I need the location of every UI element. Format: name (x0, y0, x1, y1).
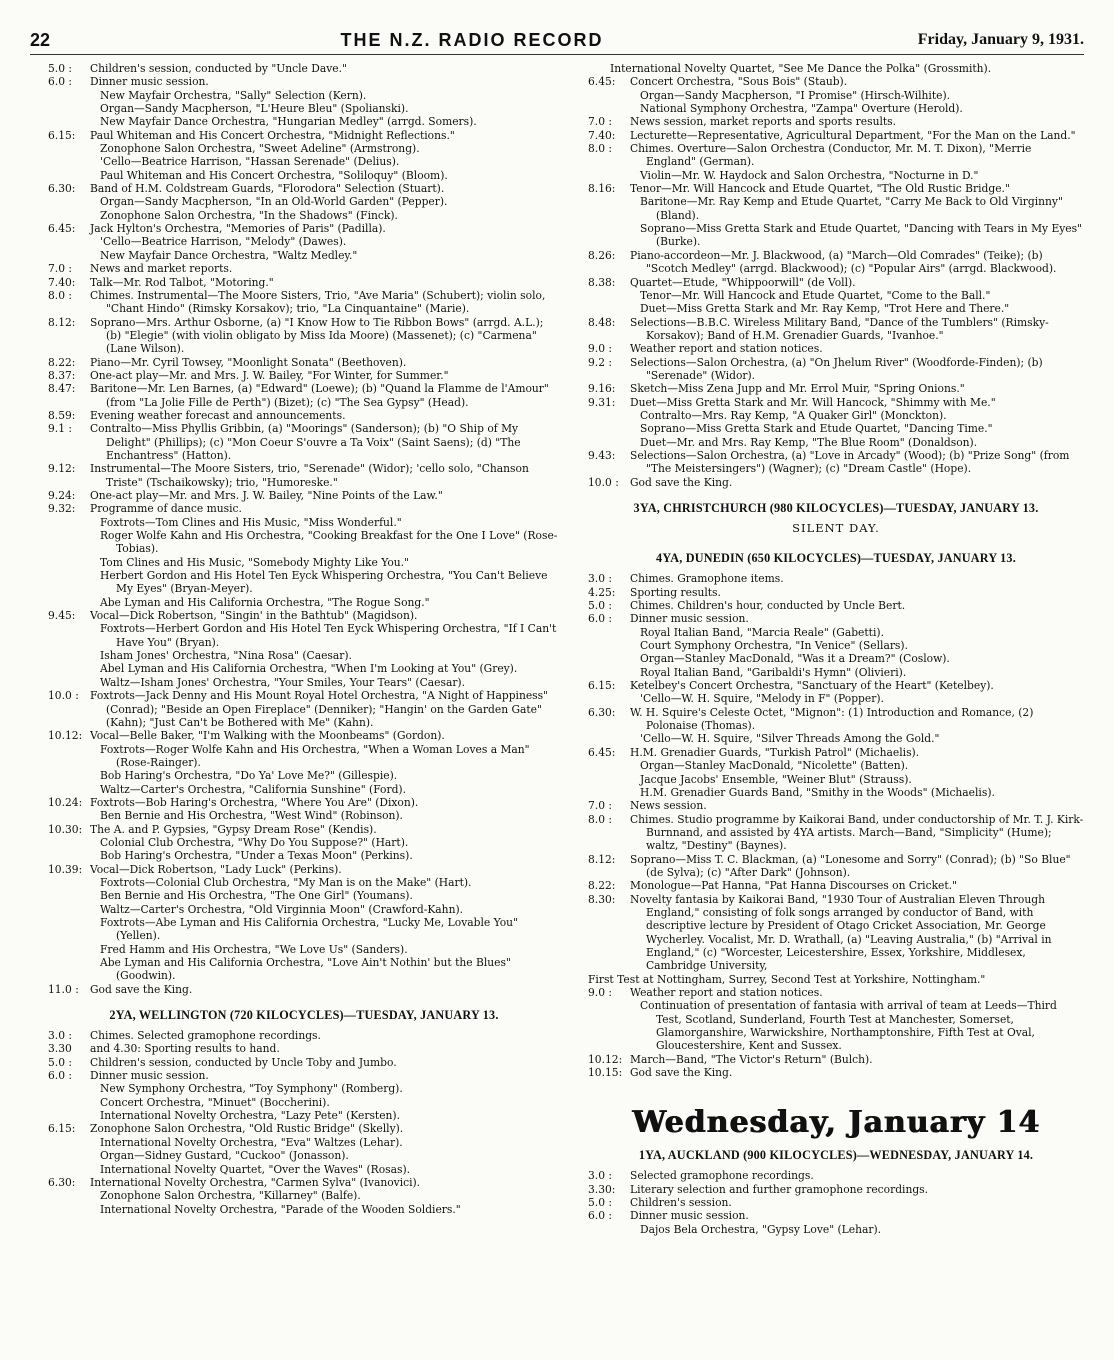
entry-line: Foxtrots—Herbert Gordon and His Hotel Ten Eyck Whispering Orchestra, "If I Can't Have You" (Bryan). (100, 622, 557, 649)
programme-entry (48, 356, 560, 369)
entry-line: Organ—Sandy Macpherson, "In an Old-World Garden" (Pepper). (100, 195, 448, 209)
entry-line: Monologue—Pat Hanna, "Pat Hanna Discourses on Cricket." (630, 879, 957, 893)
entry-line: Fred Hamm and His Orchestra, "We Love Us" (Sanders). (100, 942, 408, 956)
programme-entry (48, 316, 560, 356)
christchurch-heading: 3YA, CHRISTCHURCH (980 KILOCYCLES)—TUESDAY, JANUARY 13. (633, 501, 1039, 515)
entry-time: 3.30: (588, 1182, 616, 1196)
entry-line: Paul Whiteman and His Concert Orchestra, "Midnight Reflections." (90, 128, 455, 142)
programme-entry (588, 276, 1084, 316)
entry-line: Children's session, conducted by "Uncle Dave." (90, 62, 347, 75)
dunedin-programme (588, 572, 1084, 972)
entry-line: and 4.30: Sporting results to hand. (90, 1042, 280, 1056)
programme-entry (588, 879, 1084, 892)
entry-line: International Novelty Orchestra, "Carmen Sylva" (Ivanovici). (90, 1175, 421, 1189)
entry-time: 10.15: (588, 1066, 623, 1080)
entry-time: 5.0 : (48, 62, 72, 75)
entry-line: Colonial Club Orchestra, "Why Do You Suppose?" (Hart). (100, 835, 409, 849)
entry-line: Children's session. (630, 1196, 732, 1210)
entry-line: Continuation of presentation of fantasia with arrival of team at Leeds—Third Test, Scotland, Sunderland, Fourth Test at Manchester, Somerset, Glamorganshire, Warwickshire, Northamptonshire, Fifth Test at Oval, Gloucestershire, Kent and Sussex. (640, 999, 1057, 1053)
entry-time: 9.43: (588, 448, 616, 462)
entry-line: Quartet—Etude, "Whippoorwill" (de Voll). (630, 275, 856, 289)
entry-line: Paul Whiteman and His Concert Orchestra, "Soliloquy" (Bloom). (100, 168, 448, 182)
programme-entry (48, 1122, 560, 1175)
entry-line: W. H. Squire's Celeste Octet, "Mignon": (1) Introduction and Romance, (2) Polonaise (Thomas). (630, 705, 1034, 733)
entry-line: Royal Italian Band, "Garibaldi's Hymn" (Olivieri). (640, 665, 907, 679)
entry-line: Isham Jones' Orchestra, "Nina Rosa" (Caesar). (100, 649, 352, 663)
entry-line: National Symphony Orchestra, "Zampa" Overture (Herold). (640, 102, 963, 116)
entry-time: 7.0 : (588, 799, 612, 813)
entry-line: Jacque Jacobs' Ensemble, "Weiner Blut" (Strauss). (640, 772, 912, 786)
entry-line: News session, market reports and sports results. (630, 115, 897, 129)
entry-line: Selections—Salon Orchestra, (a) "On Jhelum River" (Woodforde-Finden); (b) "Serenade" (Widor). (630, 355, 1043, 382)
entry-line: God save the King. (630, 475, 733, 489)
programme-entry (48, 729, 560, 796)
entry-time: 10.0 : (48, 689, 79, 703)
entry-line: Vocal—Belle Baker, "I'm Walking with the Moonbeams" (Gordon). (90, 729, 445, 743)
entry-line: Concert Orchestra, "Sous Bois" (Staub). (630, 75, 848, 89)
programme-entry (588, 396, 1084, 449)
entry-line: Zonophone Salon Orchestra, "Killarney" (Balfe). (100, 1189, 361, 1203)
entry-time: 6.0 : (48, 75, 72, 89)
programme-entry (588, 249, 1084, 276)
masthead: THE N.Z. RADIO RECORD (340, 29, 604, 50)
programme-entry (48, 75, 560, 128)
entry-line: Baritone—Mr. Len Barnes, (a) "Edward" (Loewe); (b) "Quand la Flamme de l'Amour" (from "La Jolie Fille de Perth") (Bizet); (c) "The Sea Gypsy" (Head). (90, 382, 549, 409)
entry-time: 6.15: (48, 1122, 76, 1136)
programme-entry (48, 129, 560, 182)
entry-time: 7.40: (588, 128, 616, 142)
programme-entry (588, 813, 1084, 853)
entry-line: International Novelty Orchestra, "Lazy Pete" (Kersten). (100, 1109, 400, 1123)
programme-entry (588, 1066, 1084, 1079)
entry-time: 6.30: (48, 182, 76, 196)
entry-line: Weather report and station notices. (630, 986, 823, 999)
entry-time: 5.0 : (588, 1196, 612, 1210)
entry-line: Chimes. Instrumental—The Moore Sisters, Trio, "Ave Maria" (Schubert); violin solo, "Chant Hindo" (Rimsky Korsakov); trio, "La Cinquantaine" (Marie). (90, 288, 546, 316)
entry-time: 8.47: (48, 382, 76, 396)
entry-line: New Mayfair Orchestra, "Sally" Selection (Kern). (100, 88, 367, 102)
entry-line: Lecturette—Representative, Agricultural Department, "For the Man on the Land." (630, 128, 1076, 142)
entry-time: 9.1 : (48, 422, 72, 436)
entry-time: 7.0 : (588, 115, 612, 129)
entry-line: Baritone—Mr. Ray Kemp and Etude Quartet, "Carry Me Back to Old Virginny" (Bland). (640, 195, 1063, 222)
programme-entry (588, 586, 1084, 599)
entry-time: 6.45: (588, 75, 616, 89)
entry-time: 8.22: (48, 355, 76, 369)
programme-entry (588, 893, 1084, 973)
entry-time: 8.22: (588, 879, 616, 893)
entry-time: 6.15: (48, 128, 76, 142)
programme-entry (588, 1169, 1084, 1182)
entry-time: 10.30: (48, 822, 83, 836)
entry-time: 9.45: (48, 609, 76, 623)
entry-line: New Symphony Orchestra, "Toy Symphony" (Romberg). (100, 1082, 403, 1096)
programme-entry (588, 1053, 1084, 1066)
entry-line: Band of H.M. Coldstream Guards, "Florodora" Selection (Stuart). (90, 182, 445, 196)
entry-line: Waltz—Carter's Orchestra, "Old Virginnia Moon" (Crawford-Kahn). (100, 902, 464, 916)
entry-line: News and market reports. (90, 262, 233, 276)
programme-entry (588, 75, 1084, 115)
entry-line: Chimes. Overture—Salon Orchestra (Conductor, Mr. M. T. Dixon), "Merrie England" (German). (630, 142, 1032, 169)
programme-entry (588, 799, 1084, 812)
wellington-programme-continued (588, 75, 1084, 489)
auckland-wednesday-heading: 1YA, AUCKLAND (900 KILOCYCLES)—WEDNESDAY, JANUARY 14. (638, 1148, 1034, 1163)
entry-line: International Novelty Orchestra, "Parade of the Wooden Soldiers." (100, 1202, 461, 1216)
entry-line: Selections—B.B.C. Wireless Military Band, "Dance of the Tumblers" (Rimsky-Korsakov); Band of H.M. Grenadier Guards, "Ivanhoe." (630, 315, 1049, 342)
entry-time: 3.0 : (588, 1169, 612, 1183)
entry-line: Vocal—Dick Robertson, "Singin' in the Bathtub" (Magidson). (90, 609, 418, 623)
entry-line: International Novelty Quartet, "Over the Waves" (Rosas). (100, 1162, 411, 1176)
page-header (30, 26, 1084, 55)
entry-time: 8.26: (588, 248, 616, 262)
programme-entry (48, 1056, 560, 1069)
entry-line: God save the King. (90, 982, 193, 996)
entry-line: International Novelty Orchestra, "Eva" Waltzes (Lehar). (100, 1135, 403, 1149)
entry-line: Piano—Mr. Cyril Towsey, "Moonlight Sonata" (Beethoven). (90, 355, 407, 369)
programme-entry (588, 572, 1084, 585)
entry-time: 6.0 : (588, 612, 612, 626)
entry-line: Evening weather forecast and announcements. (90, 408, 346, 422)
entry-line: New Mayfair Dance Orchestra, "Waltz Medley." (100, 248, 358, 262)
entry-time: 9.0 : (588, 342, 612, 356)
programme-entry (588, 1183, 1084, 1196)
programme-entry (48, 182, 560, 222)
entry-line: Chimes. Studio programme by Kaikorai Band, under conductorship of Mr. T. J. Kirk-Burnnand, and assisted by 4YA artists. March—Band, "Simplicity" (Hume); waltz, "Destiny" (Baynes). (630, 812, 1084, 853)
programme-entry (588, 1196, 1084, 1209)
programme-entry (48, 369, 560, 382)
dunedin-free-line: First Test at Nottingham, Surrey, Second Test at Yorkshire, Nottingham." (588, 972, 986, 986)
entry-line: Foxtrots—Bob Haring's Orchestra, "Where You Are" (Dixon). (90, 795, 419, 809)
entry-line: Dinner music session. (90, 75, 209, 89)
programme-entry (48, 62, 560, 75)
entry-line: Foxtrots—Colonial Club Orchestra, "My Man is on the Make" (Hart). (100, 875, 472, 889)
entry-time: 9.24: (48, 489, 76, 502)
programme-entry (588, 142, 1084, 182)
entry-line: Chimes. Children's hour, conducted by Uncle Bert. (630, 599, 906, 613)
entry-line: Sketch—Miss Zena Jupp and Mr. Errol Muir, "Spring Onions." (630, 382, 965, 396)
entry-time: 8.16: (588, 182, 616, 196)
entry-line: Herbert Gordon and His Hotel Ten Eyck Whispering Orchestra, "You Can't Believe My Eyes" (Bryan-Meyer). (100, 569, 548, 596)
entry-time: 10.0 : (588, 475, 619, 489)
entry-time: 7.40: (48, 275, 76, 289)
wednesday-big-heading: Wednesday, January 14 (631, 1105, 1041, 1141)
entry-line: Dinner music session. (630, 1209, 749, 1223)
entry-line: Roger Wolfe Kahn and His Orchestra, "Cooking Breakfast for the One I Love" (Rose-Tobias). (100, 529, 558, 556)
entry-line: Waltz—Isham Jones' Orchestra, "Your Smiles, Your Tears" (Caesar). (100, 675, 466, 689)
entry-line: Abe Lyman and His California Orchestra, "The Rogue Song." (100, 595, 430, 609)
wellington-heading: 2YA, WELLINGTON (720 KILOCYCLES)—TUESDAY, JANUARY 13. (109, 1008, 499, 1023)
entry-line: Dinner music session. (630, 612, 749, 626)
entry-line: 'Cello—Beatrice Harrison, "Melody" (Dawes). (100, 235, 347, 249)
programme-entry (588, 382, 1084, 395)
programme-entry (48, 222, 560, 262)
entry-line: Sporting results. (630, 585, 721, 599)
continuation-line: International Novelty Quartet, "See Me Dance the Polka" (Grossmith). (610, 62, 992, 75)
programme-entry (588, 986, 1084, 1053)
entry-time: 11.0 : (48, 982, 79, 996)
entry-time: 7.0 : (48, 262, 72, 276)
dunedin-heading: 4YA, DUNEDIN (650 KILOCYCLES)—TUESDAY, JANUARY 13. (656, 551, 1016, 566)
programme-entry (48, 276, 560, 289)
entry-time: 8.48: (588, 315, 616, 329)
entry-time: 9.31: (588, 395, 616, 409)
entry-line: Soprano—Miss Gretta Stark and Etude Quartet, "Dancing with Tears in My Eyes" (Burke). (640, 222, 1083, 249)
programme-entry (588, 182, 1084, 249)
entry-line: Ben Bernie and His Orchestra, "The One Girl" (Youmans). (100, 889, 413, 903)
entry-line: Organ—Sandy Macpherson, "I Promise" (Hirsch-Wilhite). (640, 88, 951, 102)
entry-line: Royal Italian Band, "Marcia Reale" (Gabetti). (640, 625, 884, 639)
entry-line: Tenor—Mr. Will Hancock and Etude Quartet, "The Old Rustic Bridge." (630, 182, 1010, 196)
programme-entry (48, 262, 560, 275)
entry-line: Selected gramophone recordings. (630, 1169, 814, 1183)
entry-time: 9.16: (588, 382, 616, 396)
entry-line: One-act play—Mr. and Mrs. J. W. Bailey, "For Winter, for Summer." (90, 368, 449, 382)
entry-line: Novelty fantasia by Kaikorai Band, "1930 Tour of Australian Eleven Through England," consisting of folk songs arranged by conductor of Band, with descriptive lecture by President of Otago Cricket Association, Mr. George Wycherley. Vocalist, Mr. D. Wrathall, (a) "Leaving Australia," (b) "Arrival in England," (c) "Worcester, Leicestershire, Essex, Yorkshire, Middlesex, Cambridge University, (630, 892, 1052, 973)
programme-entry (48, 462, 560, 489)
programme-entry (48, 983, 560, 996)
entry-line: Chimes. Selected gramophone recordings. (90, 1029, 321, 1043)
programme-entry (588, 476, 1084, 489)
right-column (588, 62, 1084, 1236)
programme-entry (588, 679, 1084, 706)
entry-line: Zonophone Salon Orchestra, "Old Rustic Bridge" (Skelly). (90, 1122, 404, 1136)
entry-line: Tenor—Mr. Will Hancock and Etude Quartet, "Come to the Ball." (640, 288, 991, 302)
entry-time: 8.38: (588, 275, 616, 289)
entry-line: Soprano—Miss T. C. Blackman, (a) "Lonesome and Sorry" (Conrad); (b) "So Blue" (de Sylva); (c) "After Dark" (Johnson). (630, 852, 1071, 879)
entry-line: Duet—Miss Gretta Stark and Mr. Will Hancock, "Shimmy with Me." (630, 395, 996, 409)
entry-time: 3.30 (48, 1042, 72, 1056)
entry-line: Waltz—Carter's Orchestra, "California Sunshine" (Ford). (100, 782, 407, 796)
auckland-programme-continued (48, 62, 560, 996)
entry-line: Organ—Sidney Gustard, "Cuckoo" (Jonasson). (100, 1149, 349, 1163)
entry-time: 8.37: (48, 368, 76, 382)
entry-line: Foxtrots—Abe Lyman and His California Orchestra, "Lucky Me, Lovable You" (Yellen). (100, 916, 518, 943)
entry-time: 10.39: (48, 862, 83, 876)
entry-line: Children's session, conducted by Uncle Toby and Jumbo. (90, 1055, 397, 1069)
programme-entry (588, 746, 1084, 799)
entry-time: 6.15: (588, 679, 616, 693)
programme-entry (48, 796, 560, 823)
programme-entry (48, 689, 560, 729)
entry-line: Organ—Stanley MacDonald, "Nicolette" (Batten). (640, 759, 909, 773)
entry-line: New Mayfair Dance Orchestra, "Hungarian Medley" (arrgd. Somers). (100, 115, 477, 129)
entry-time: 10.24: (48, 795, 83, 809)
entry-line: The A. and P. Gypsies, "Gypsy Dream Rose" (Kendis). (90, 822, 377, 836)
programme-entry (48, 863, 560, 983)
entry-line: Weather report and station notices. (630, 342, 823, 356)
entry-line: Zonophone Salon Orchestra, "In the Shadows" (Finck). (100, 208, 398, 222)
entry-line: 'Cello—W. H. Squire, "Melody in F" (Popper). (640, 692, 884, 706)
entry-line: Dinner music session. (90, 1069, 209, 1083)
entry-time: 10.12: (48, 729, 83, 743)
entry-line: Contralto—Miss Phyllis Gribbin, (a) "Moorings" (Sanderson); (b) "O Ship of My Delight" (Phillips); (c) "Mon Coeur S'ouvre a Ta Voix" (Saint Saens); (d) "The Enchantress" (Hatton). (90, 422, 521, 462)
entry-time: 6.45: (588, 745, 616, 759)
programme-entry (588, 706, 1084, 746)
entry-line: March—Band, "The Victor's Return" (Bulch). (630, 1052, 873, 1066)
entry-line: Instrumental—The Moore Sisters, trio, "Serenade" (Widor); 'cello solo, "Chanson Triste" (Tschaikowsky); trio, "Humoreske." (90, 462, 529, 489)
entry-line: Jack Hylton's Orchestra, "Memories of Paris" (Padilla). (90, 222, 386, 236)
entry-line: Vocal—Dick Robertson, "Lady Luck" (Perkins). (90, 862, 342, 876)
entry-line: Selections—Salon Orchestra, (a) "Love in Arcady" (Wood); (b) "Prize Song" (from "The Meistersingers") (Wagner); (c) "Dream Castle" (Hope). (630, 448, 1070, 476)
programme-entry (48, 382, 560, 409)
programme-entry (588, 342, 1084, 355)
entry-line: Duet—Miss Gretta Stark and Mr. Ray Kemp, "Trot Here and There." (640, 302, 1010, 316)
entry-time: 3.0 : (48, 1029, 72, 1043)
entry-line: Soprano—Mrs. Arthur Osborne, (a) "I Know How to Tie Ribbon Bows" (arrgd. A.L.); (b) "Elegie" (with violin obligato by Miss Ida Moore) (Massenet); (c) "Carmena" (Lane Wilson). (90, 315, 544, 356)
programme-entry (588, 129, 1084, 142)
entry-line: H.M. Grenadier Guards Band, "Smithy in the Woods" (Michaelis). (640, 785, 995, 799)
entry-line: H.M. Grenadier Guards, "Turkish Patrol" (Michaelis). (630, 745, 920, 759)
entry-time: 4.25: (588, 585, 616, 599)
entry-time: 9.2 : (588, 355, 612, 369)
programme-entry (48, 1029, 560, 1042)
entry-line: Abel Lyman and His California Orchestra, "When I'm Looking at You" (Grey). (100, 662, 518, 676)
entry-time: 10.12: (588, 1052, 623, 1066)
programme-entry (48, 609, 560, 689)
entry-line: 'Cello—W. H. Squire, "Silver Threads Among the Gold." (640, 732, 940, 746)
programme-entry (48, 1069, 560, 1122)
entry-line: Bob Haring's Orchestra, "Do Ya' Love Me?" (Gillespie). (100, 769, 398, 783)
dunedin-programme-late (588, 986, 1084, 1079)
entry-time: 3.0 : (588, 572, 612, 586)
programme-entry (48, 409, 560, 422)
entry-line: Abe Lyman and His California Orchestra, "Love Ain't Nothin' but the Blues" (Goodwin). (100, 956, 511, 983)
programme-entry (588, 853, 1084, 880)
entry-line: Foxtrots—Tom Clines and His Music, "Miss Wonderful." (100, 515, 402, 529)
entry-time: 9.12: (48, 462, 76, 476)
entry-line: Organ—Sandy Macpherson, "L'Heure Bleu" (Spolianski). (100, 102, 409, 116)
programme-entry (588, 115, 1084, 128)
programme-entry (588, 356, 1084, 383)
programme-entry (48, 422, 560, 462)
auckland-wednesday-programme (588, 1169, 1084, 1236)
programme-entry (588, 449, 1084, 476)
entry-line: Zonophone Salon Orchestra, "Sweet Adeline" (Armstrong). (100, 142, 420, 156)
entry-line: Court Symphony Orchestra, "In Venice" (Sellars). (640, 639, 908, 653)
entry-line: Organ—Stanley MacDonald, "Was it a Dream?" (Coslow). (640, 652, 950, 666)
entry-time: 9.0 : (588, 986, 612, 999)
entry-line: Soprano—Miss Gretta Stark and Etude Quartet, "Dancing Time." (640, 422, 993, 436)
entry-time: 6.30: (48, 1175, 76, 1189)
entry-time: 9.32: (48, 502, 76, 516)
entry-line: Talk—Mr. Rod Talbot, "Motoring." (90, 275, 274, 289)
entry-time: 5.0 : (48, 1055, 72, 1069)
entry-line: Foxtrots—Roger Wolfe Kahn and His Orchestra, "When a Woman Loves a Man" (Rose-Rainger). (100, 742, 530, 769)
entry-line: Ben Bernie and His Orchestra, "West Wind" (Robinson). (100, 809, 403, 823)
entry-time: 6.45: (48, 222, 76, 236)
entry-time: 8.30: (588, 892, 616, 906)
entry-line: Dajos Bela Orchestra, "Gypsy Love" (Lehar). (640, 1222, 882, 1236)
entry-line: Bob Haring's Orchestra, "Under a Texas Moon" (Perkins). (100, 849, 413, 863)
entry-line: Chimes. Gramophone items. (630, 572, 784, 586)
entry-time: 8.12: (588, 852, 616, 866)
entry-line: One-act play—Mr. and Mrs. J. W. Bailey, "Nine Points of the Law." (90, 489, 443, 502)
entry-line: Duet—Mr. and Mrs. Ray Kemp, "The Blue Room" (Donaldson). (640, 435, 978, 449)
programme-entry (48, 1176, 560, 1216)
entry-time: 8.59: (48, 408, 76, 422)
wellington-programme (48, 1029, 560, 1216)
entry-line: Violin—Mr. W. Haydock and Salon Orchestra, "Nocturne in D." (640, 168, 979, 182)
programme-entry (588, 1209, 1084, 1236)
programme-entry (48, 1042, 560, 1055)
programme-entry (588, 612, 1084, 679)
entry-line: God save the King. (630, 1066, 733, 1080)
programme-entry (48, 502, 560, 609)
entry-time: 6.30: (588, 705, 616, 719)
entry-time: 8.0 : (588, 142, 612, 156)
programme-entry (588, 316, 1084, 343)
entry-line: Ketelbey's Concert Orchestra, "Sanctuary of the Heart" (Ketelbey). (630, 679, 994, 693)
programme-entry (48, 823, 560, 863)
entry-line: Contralto—Mrs. Ray Kemp, "A Quaker Girl" (Monckton). (640, 408, 947, 422)
entry-time: 8.12: (48, 315, 76, 329)
left-column (48, 62, 560, 1216)
entry-line: News session. (630, 799, 707, 813)
programme-entry (48, 489, 560, 502)
silent-day-note: SILENT DAY. (792, 521, 880, 535)
entry-time: 8.0 : (588, 812, 612, 826)
programme-entry (48, 289, 560, 316)
entry-time: 8.0 : (48, 288, 72, 302)
entry-line: Tom Clines and His Music, "Somebody Mighty Like You." (100, 555, 409, 569)
entry-line: Foxtrots—Jack Denny and His Mount Royal Hotel Orchestra, "A Night of Happiness" (Conrad); "Beside an Open Fireplace" (Denniker); "Hangin' on the Garden Gate" (Kahn); "Just Can't be Bothered with Me" (Kahn). (90, 689, 549, 729)
entry-line: Literary selection and further gramophone recordings. (630, 1182, 929, 1196)
entry-line: Concert Orchestra, "Minuet" (Boccherini). (100, 1095, 330, 1109)
entry-line: 'Cello—Beatrice Harrison, "Hassan Serenade" (Delius). (100, 155, 400, 169)
issue-date: Friday, January 9, 1931. (917, 31, 1084, 48)
entry-line: Programme of dance music. (90, 502, 242, 516)
entry-time: 6.0 : (588, 1209, 612, 1223)
page-number: 22 (30, 29, 51, 50)
entry-line: Piano-accordeon—Mr. J. Blackwood, (a) "March—Old Comrades" (Teike); (b) "Scotch Medley" (arrgd. Blackwood); (c) "Popular Airs" (arrgd. Blackwood). (630, 248, 1057, 276)
programme-entry (588, 599, 1084, 612)
entry-time: 5.0 : (588, 599, 612, 613)
entry-time: 6.0 : (48, 1069, 72, 1083)
